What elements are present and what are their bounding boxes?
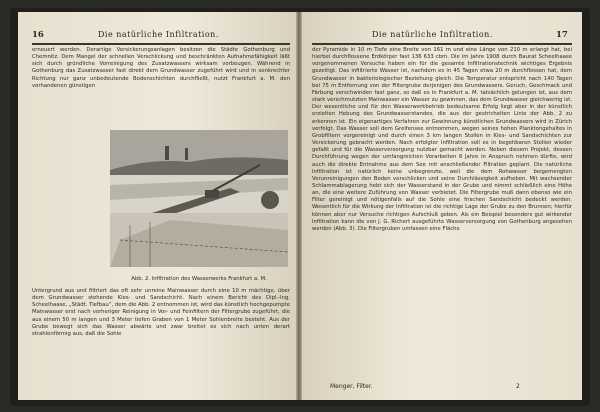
illustration-frankfurt-infiltration xyxy=(110,130,288,267)
header-rule-right xyxy=(312,43,572,45)
header-rule-left xyxy=(32,43,290,45)
footer-author: Menger, Filter. xyxy=(330,383,373,390)
page-number-right: 17 xyxy=(556,30,568,40)
right-page xyxy=(302,12,582,400)
footer-sheet-number: 2 xyxy=(516,383,520,390)
engraving-image xyxy=(110,130,288,267)
running-header-left: Die natürliche Infiltration. xyxy=(98,30,219,39)
left-bottom-paragraph: Untergrund aus und filtriert das oft sehr unreine Mainwasser durch eine 10 m mächtige, über dem Grundwasser stehende Kies- und Sandschicht. Nach einem Bericht des Dipl.-Ing. Scheelhaase, „Städt. Tiefbau“, dem die Abb. 2 entnommen ist, wird das künstlich hochgepumpte Mainwasser erst nach vorheriger Reinigung in Vor- und Feinfiltern der Filtergrube zugeführt, die aus einem 50 m langen und 3 Meter tiefen Graben von 1 Meter Sohlenbreite besteht. Aus der Grube bewegt sich das Wasser abwärts und zwar breitet es sich nach unten derart strahlenförmig aus, daß die Sohle xyxy=(32,288,290,337)
right-paragraph: der Pyramide in 10 m Tiefe eine Breite von 161 m und eine Länge von 210 m erlangt hat, bei hierbei durchflossene Erdkörper fast 136 633 cbm. Die im Jahre 1908 durch Baurat Scheelhaase vorgenommenen Versuche haben ein für die gesamte Infiltrationstechnik wichtiges Ergebnis gezeitigt. Das infiltrierte Wasser ist, nachdem es in 45 Tagen etwa 20 m durchflossen hat, dem Grundwasser in bakteriologischer Beziehung gleich. Die Temperatur entspricht nach 140 Tagen bei 75 m Entfernung von der Filtergrube derjenigen des Grundwassers. Geruch, Geschmack und Färbung verschwinden fast ganz, so daß es in Frankfurt a. M. tatsächlich gelungen ist, aus dem stark verschmutzten Mainwasser ein Wasser zu gewinnen, das dem Grundwasser gleichwertig ist. Der wesentliche und für den Wasserwerkbetrieb bedeutsame Erfolg liegt aber in der künstlich erzielten Hebung des Grundwasserstandes, die aus der gestrichelten Linie der Abb. 2 zu erkennen ist. Ein eigenartiges Verfahren zur Gewinnung künstlichen Grundwassers wird in Zürich verfolgt. Das Wasser soll dem Greifensee entnommen, wegen seines hohen Planktongehaltes in Grobfiltern vorgereinigt und durch einen 3 km langen Stollen in Kies- und Sandschichten zur Versickerung gebracht werden. Nach erfolgter Infiltration soll es in begehbaren Stollen wieder gefaßt und für die Wasserversorgung nutzbar gemacht werden. Neben diesem Projekt, dessen Durchführung wegen der umfangreichen Vorarbeiten 6 Jahre in Anspruch nehmen dürfte, wird auch die direkte Entnahme aus dem See mit anschließender Filtration geplant. Die natürliche Infiltration ist natürlich keine unbegrenzte, weil die dem Rohwasser beigemengten Verunreinigungen den Boden verschlicken und seine Durchlässigkeit aufheben. Mit wachsender Schlammablagerung hebt sich der Wasserstand in der Grube und nimmt schließlich eine Höhe an, die eine weitere Zuführung von Wasser verbietet. Die Filtergrube muß dann ebenso wie ein Filter gereinigt und nötigenfalls auf die Sohle eine frischen Sandschicht bedeckt werden. Wesentlich für die Wirkung der Infiltration ist die richtige Lage der Grube zu den Brunnen; hierfür können aber nur Versuche richtigen Aufschluß geben. Als ein Beispiel besonders gut wirkender Infiltration kann die von J. G. Richert ausgeführte Wasserversorgung von Gothenburg angesehen werden (Abb. 3). Die Filtergruben umfassen eine Fläche xyxy=(312,47,573,232)
left-page xyxy=(18,12,296,400)
figure-caption: Abb. 2. Infiltration des Wasserwerks Frankfurt a. M. xyxy=(131,276,267,282)
running-header-right: Die natürliche Infiltration. xyxy=(372,30,493,39)
left-top-paragraph: erneuert werden. Derartige Versickerungsanlagen besitzen die Städte Gothenburg und Chemnitz. Dem Mangel der schnellen Verschlickung und beschränkten Aufnahmefähigkeit läßt sich durch gründliche Vorreinigung des Zusatzwassers wirksam vorbeugen. Während in Gothenburg das Zusatzwasser fast direkt dem Grundwasser zugeführt wird und in senkrechter Richtung nur ganz unbedeutende Bodenschichten durchfließt, nutzt Frankfurt a. M. den vorhandenen günstigen xyxy=(32,47,290,89)
book-spread xyxy=(10,8,590,406)
page-number-left: 16 xyxy=(32,30,44,40)
